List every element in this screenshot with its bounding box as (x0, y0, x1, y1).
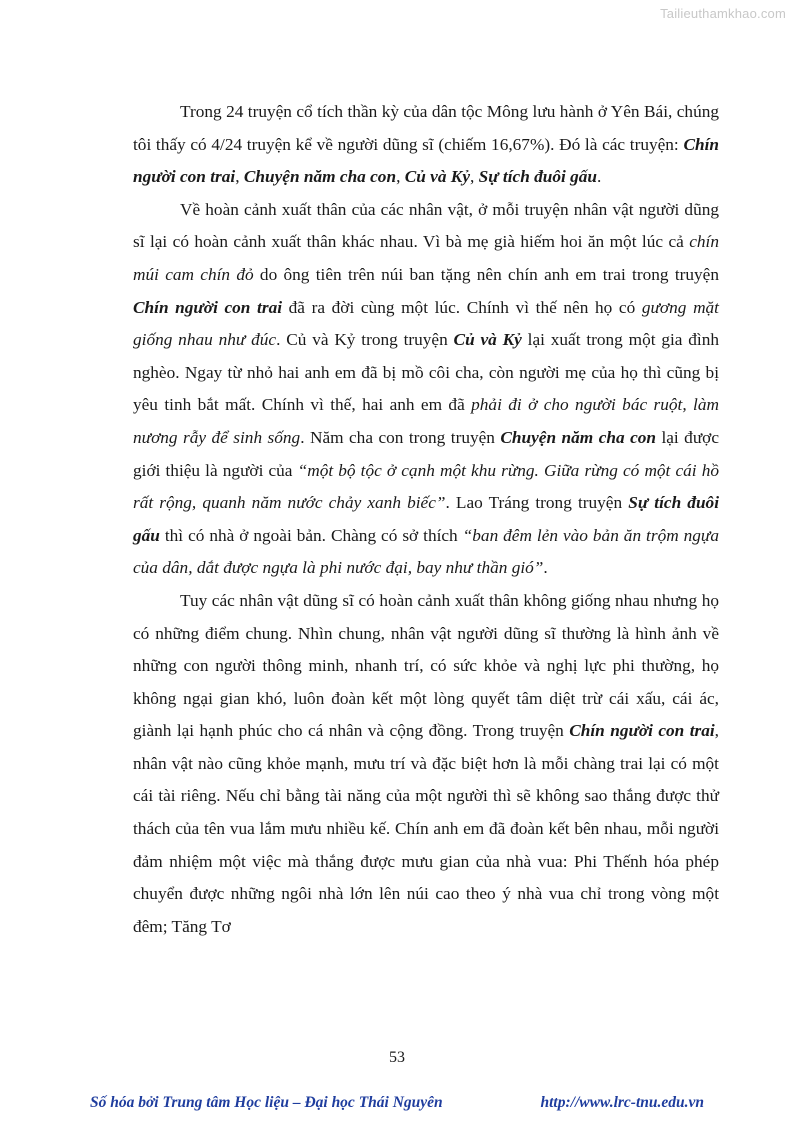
italic-quote: chín múi cam chín đỏ (133, 232, 719, 284)
text-run: thì có nhà ở ngoài bản. Chàng có sở thích (159, 525, 463, 545)
italic-quote: “một bộ tộc ở cạnh một khu rừng. Giữa rừng có một cái hồ rất rộng, quanh năm nước chảy xanh biếc” (133, 460, 720, 513)
story-title: Chín người con trai (133, 297, 283, 317)
page-body (133, 96, 719, 943)
text-run: . Năm cha con trong truyện (300, 427, 501, 447)
text-run: do ông tiên trên núi ban tặng nên chín anh em trai trong truyện (253, 264, 719, 284)
paragraph-1 (133, 96, 719, 194)
text-run: Tuy các nhân vật dũng sĩ có hoàn cảnh xuất thân không giống nhau nhưng họ có những điểm chung. Nhìn chung, nhân vật người dũng sĩ thường là hình ảnh về những con người thông minh, nhanh trí, có sức khỏe và nghị lực phi thường, họ không ngại gian khó, luôn đoàn kết một lòng quyết tâm diệt trừ cái xấu, cái ác, giành lại hạnh phúc cho cá nhân và cộng đồng. Trong truyện (133, 590, 719, 741)
text-run: , (235, 167, 244, 187)
text-run: . (543, 558, 548, 578)
watermark: Tailieuthamkhao.com (660, 6, 786, 21)
text-run: lại xuất trong một gia đình nghèo. Ngay từ nhỏ hai anh em đã bị mồ côi cha, còn người mẹ của họ thì cũng bị yêu tinh bắt mất. Chính vì thế, hai anh em đã (133, 330, 719, 415)
text-run: . Củ và Kỷ trong truyện (276, 330, 454, 350)
footer-source: Số hóa bởi Trung tâm Học liệu – Đại học Thái Nguyên (90, 1094, 443, 1111)
italic-quote: “ban đêm lẻn vào bản ăn trộm ngựa của dân, dắt được ngựa là phi nước đại, bay như thần gió” (133, 525, 720, 578)
italic-quote: phải đi ở cho người bác ruột, làm nương rẫy để sinh sống (133, 395, 719, 447)
italic-quote: gương mặt giống nhau như đúc (133, 297, 719, 350)
text-run: , (396, 167, 405, 187)
story-title: Chuyện năm cha con (500, 427, 656, 447)
text-run: lại được giới thiệu là người của (133, 427, 719, 480)
story-title: Chín người con trai (133, 134, 719, 187)
paragraph-3 (133, 585, 719, 944)
story-title: Chín người con trai (569, 721, 715, 741)
text-run: . Lao Tráng trong truyện (445, 493, 629, 513)
story-title: Củ và Kỷ (404, 167, 470, 187)
text-run: , nhân vật nào cũng khỏe mạnh, mưu trí và đặc biệt hơn là mỗi chàng trai lại có một cái tài riêng. Nếu chỉ bằng tài năng của một người thì sẽ không sao thắng được thử thách của tên vua lắm mưu nhiều kế. Chín anh em đã đoàn kết bên nhau, mỗi người đảm nhiệm một việc mà thắng được mưu gian của nhà vua: Phi Thếnh hóa phép chuyển được những ngôi nhà lớn lên núi cao theo ý nhà vua chỉ trong vòng một đêm; Tăng Tơ (133, 721, 719, 936)
paragraph-2 (133, 194, 719, 585)
story-title: Củ và Kỷ (453, 330, 522, 350)
text-run: . (597, 167, 602, 187)
text-run: đã ra đời cùng một lúc. Chính vì thế nên họ có (282, 297, 642, 317)
footer-url[interactable]: http://www.lrc-tnu.edu.vn (540, 1094, 704, 1111)
text-run: Về hoàn cảnh xuất thân của các nhân vật, ở mỗi truyện nhân vật người dũng sĩ lại có hoàn cảnh xuất thân khác nhau. Vì bà mẹ già hiếm hoi ăn một lúc cả (133, 199, 719, 252)
story-title: Sự tích đuôi gấu (133, 493, 719, 545)
story-title: Sự tích đuôi gấu (478, 167, 598, 187)
text-run: , (470, 167, 479, 187)
story-title: Chuyện năm cha con (243, 167, 397, 187)
text-run: Trong 24 truyện cổ tích thần kỳ của dân tộc Mông lưu hành ở Yên Bái, chúng tôi thấy có 4/24 truyện kể về người dũng sĩ (chiếm 16,67%). Đó là các truyện: (133, 102, 719, 154)
page-number: 53 (389, 1049, 405, 1066)
